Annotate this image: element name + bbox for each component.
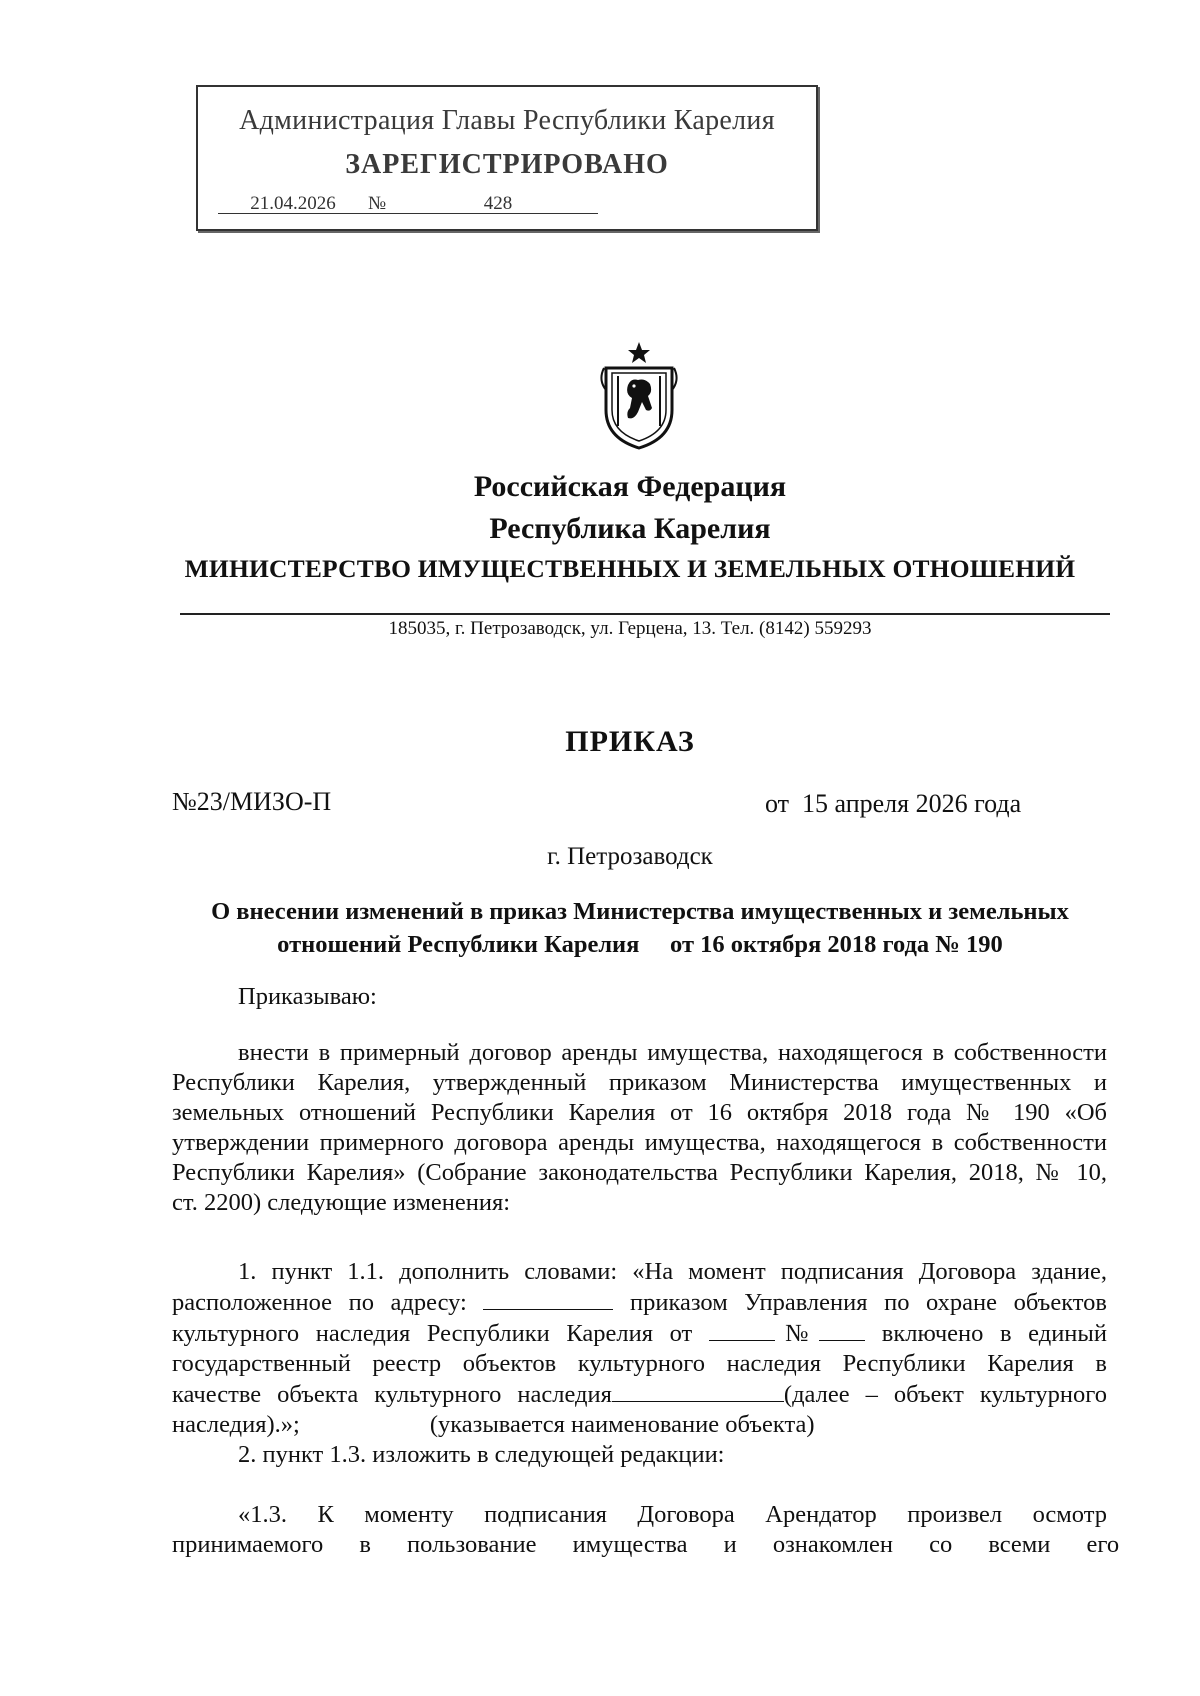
item1-object-text: качестве объекта культурного наследия (172, 1381, 612, 1408)
document-title: ПРИКАЗ (565, 725, 695, 758)
intro-line-4: утверждении примерного договора аренды имущества, находящегося в собственности (172, 1129, 1107, 1156)
ministry-title: МИНИСТЕРСТВО ИМУЩЕСТВЕННЫХ И ЗЕМЕЛЬНЫХ ОТНОШЕНИЙ (184, 554, 1076, 583)
country-title: Российская Федерация (473, 470, 787, 503)
item-2-paragraph: 2. пункт 1.3. изложить в следующей редакции: (238, 1441, 725, 1468)
intro-line-3: земельных отношений Республики Карелия от 16 октября 2018 года № 190 «Об (172, 1099, 1107, 1126)
stamp-number-label: № (368, 195, 398, 214)
item1-line-2 (172, 1287, 1107, 1318)
subject-line-2: отношений Республики Карелия от 16 октября 2018 года № 190 (277, 931, 1003, 958)
stamp-registered: ЗАРЕГИСТРИРОВАНО (345, 149, 669, 180)
item1-address-label: расположенное по адресу: (172, 1289, 467, 1316)
object-name-blank (612, 1379, 784, 1402)
coat-of-arms-icon (598, 340, 680, 450)
item1-heritage-text: культурного наследия Республики Карелия от (172, 1320, 693, 1347)
item1-line-3 (172, 1318, 1107, 1349)
item1-order-text: приказом Управления по охране объектов (630, 1289, 1107, 1316)
date-blank (709, 1318, 775, 1341)
intro-line-2: Республики Карелия, утвержденный приказом Министерства имущественных и (172, 1069, 1107, 1096)
intro-line-6: ст. 2200) следующие изменения: (172, 1189, 511, 1216)
header-divider (180, 613, 1110, 615)
number-blank (819, 1318, 865, 1341)
order-city: г. Петрозаводск (547, 843, 713, 870)
item-1-paragraph (172, 1257, 1107, 1440)
object-name-caption: (указывается наименование объекта) (429, 1411, 815, 1438)
address-blank (483, 1287, 613, 1310)
stamp-date: 21.04.2026 (218, 195, 368, 214)
item1-number-sign: № (774, 1320, 820, 1347)
item1-line-5 (172, 1379, 1107, 1410)
order-word: Приказываю: (238, 983, 377, 1010)
stamp-number: 428 (398, 195, 598, 214)
item3-line-2: принимаемого в пользование имущества и ознакомлен со всеми его (172, 1531, 1120, 1558)
item1-included-text: включено в единый (881, 1320, 1107, 1347)
subject-line-1: О внесении изменений в приказ Министерства имущественных и земельных (211, 898, 1069, 925)
item1-line-1: 1. пункт 1.1. дополнить словами: «На момент подписания Договора здание, (238, 1258, 1107, 1285)
item1-end-text: наследия).»; (172, 1411, 300, 1438)
intro-paragraph (172, 1038, 1107, 1218)
item1-hereinafter-text: (далее – объект культурного (783, 1381, 1107, 1408)
item3-line-1: «1.3. К моменту подписания Договора Арендатор произвел осмотр (238, 1501, 1107, 1528)
order-date: от 15 апреля 2026 года (765, 789, 1022, 818)
ministry-address: 185035, г. Петрозаводск, ул. Герцена, 13. Тел. (8142) 559293 (388, 618, 872, 639)
order-subject (190, 895, 1090, 961)
stamp-registration-details (218, 193, 598, 215)
item1-line-6 (172, 1410, 1107, 1440)
intro-line-1: внести в примерный договор аренды имущества, находящегося в собственности (238, 1039, 1107, 1066)
region-title: Республика Карелия (489, 512, 771, 545)
item1-line-4: государственный реестр объектов культурного наследия Республики Карелия в (172, 1350, 1107, 1377)
order-number: №23/МИЗО-П (172, 787, 332, 816)
registration-stamp (196, 85, 818, 231)
stamp-administration: Администрация Главы Республики Карелия (239, 105, 775, 136)
intro-line-5: Республики Карелия» (Собрание законодательства Республики Карелия, 2018, № 10, (172, 1159, 1107, 1186)
item-3-paragraph (172, 1500, 1120, 1560)
